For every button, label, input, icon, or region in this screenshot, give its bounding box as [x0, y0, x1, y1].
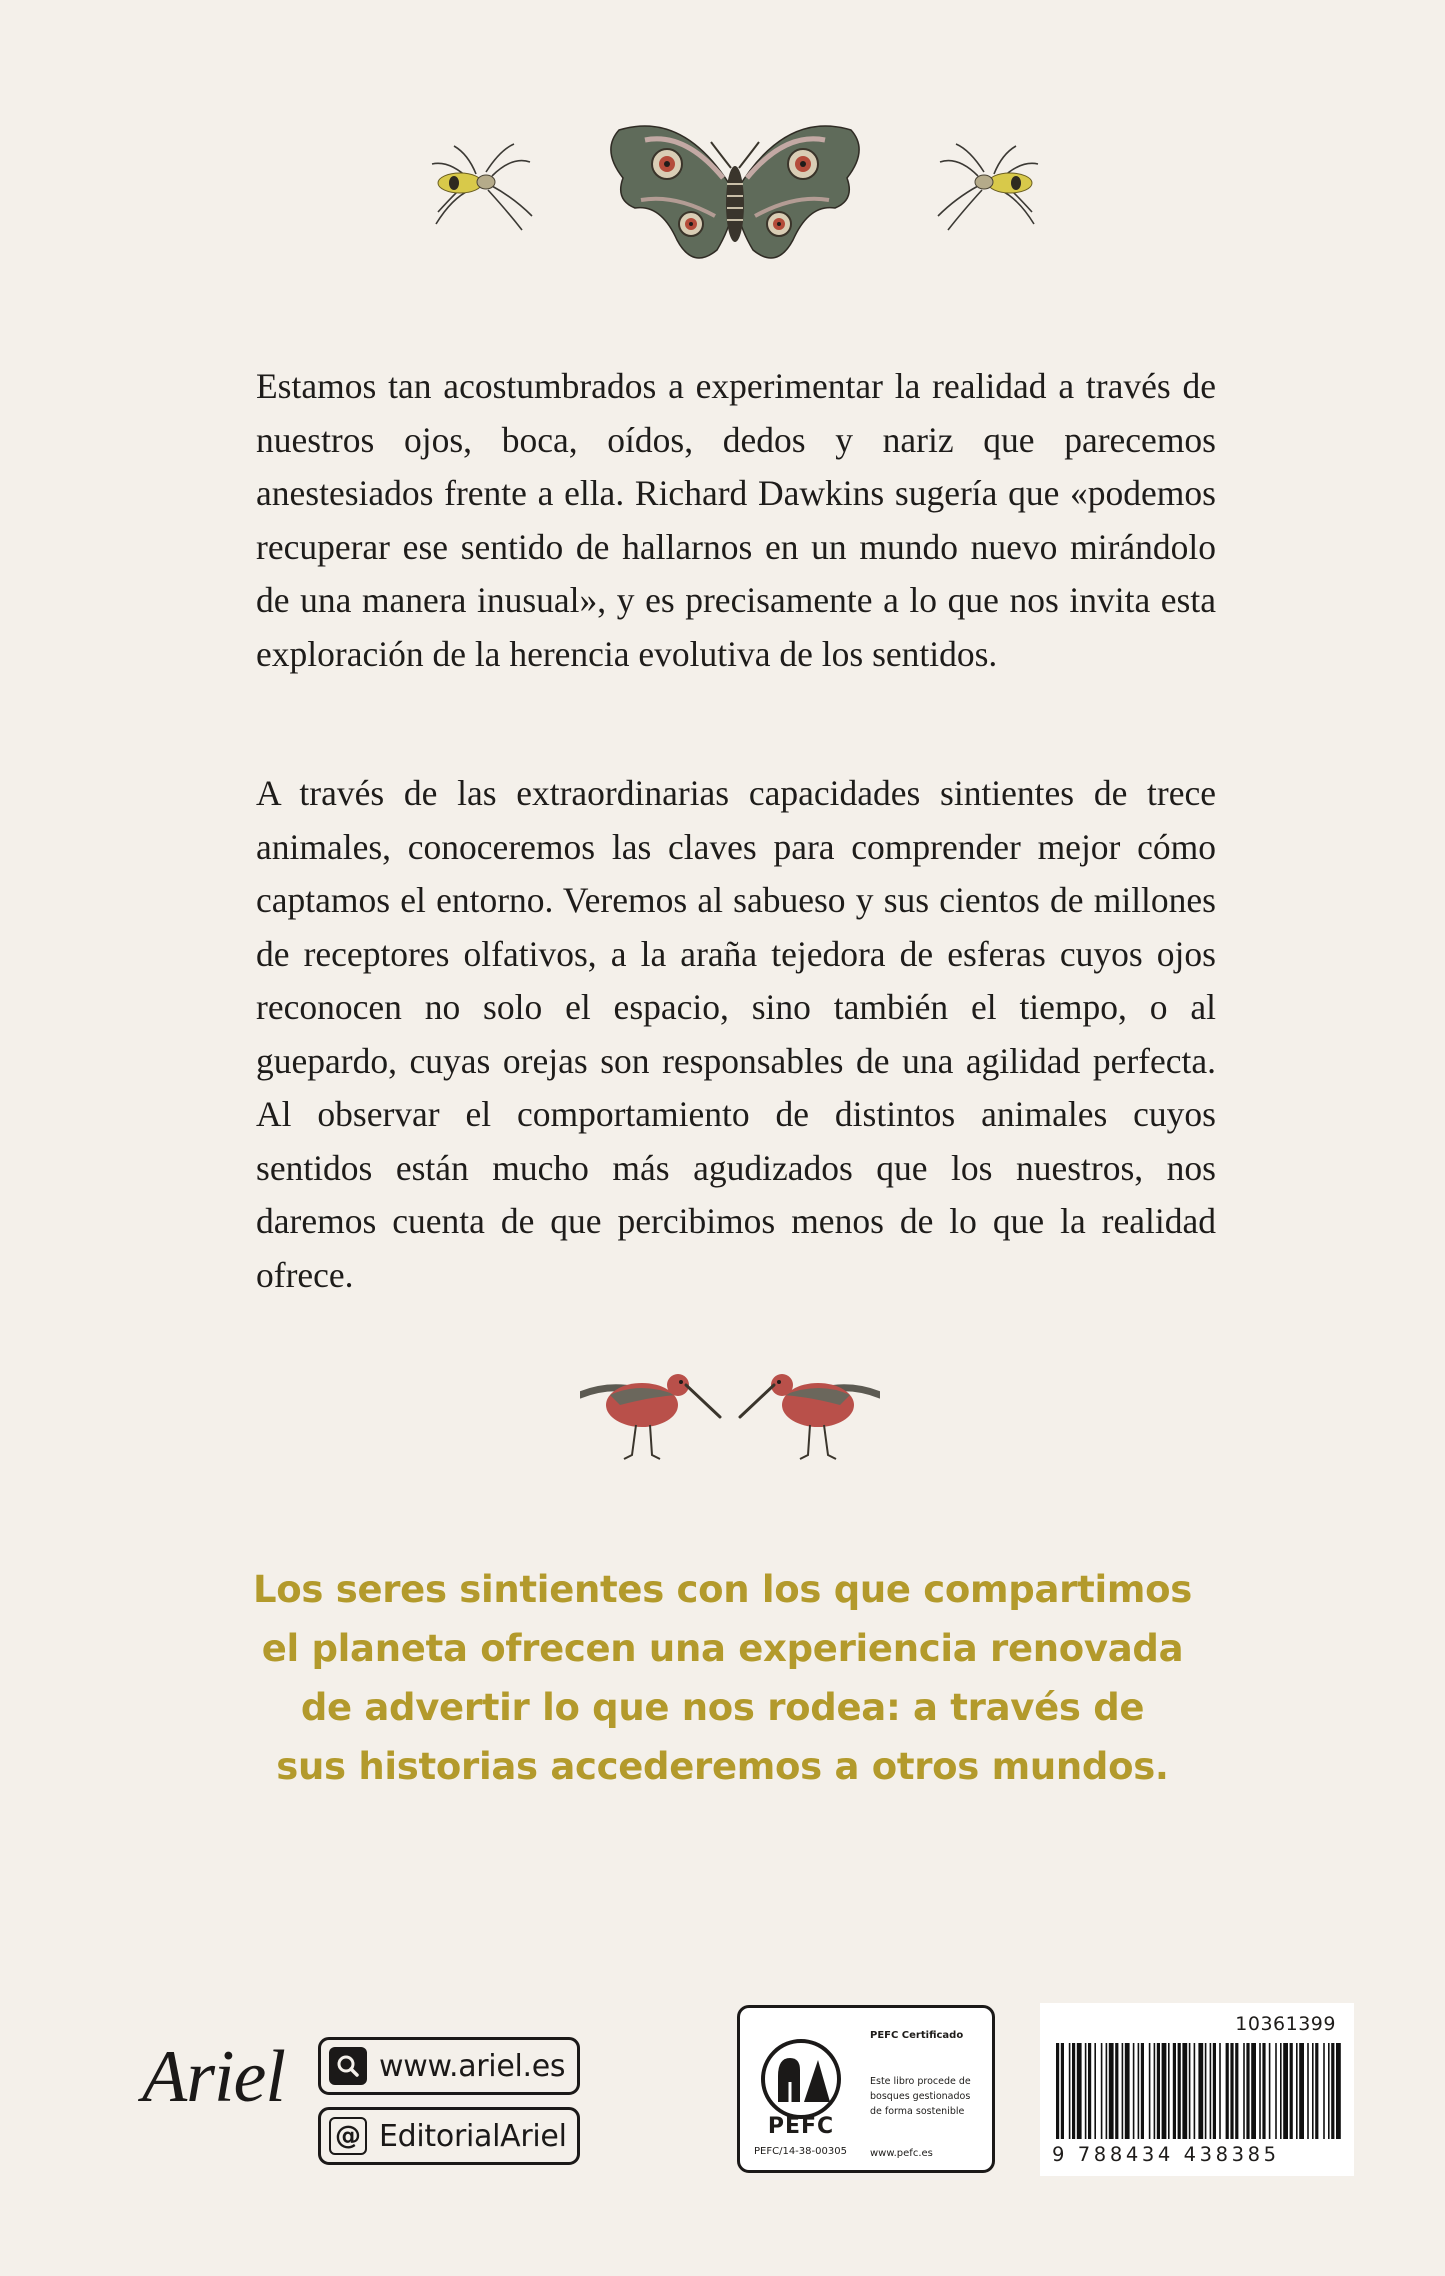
isbn-digits: 9 788434 438385 — [1052, 2143, 1280, 2166]
search-icon — [329, 2047, 367, 2085]
tagline-line: Los seres sintientes con los que compartimos — [253, 1568, 1192, 1611]
pefc-code: PEFC/14-38-00305 — [754, 2146, 847, 2157]
pefc-description: Este libro procede de bosques gestionados de forma sostenible — [870, 2076, 971, 2117]
moth-illustration — [611, 126, 859, 258]
wading-birds-illustration — [580, 1365, 880, 1475]
pefc-logo-icon — [760, 2036, 842, 2122]
bird-right-illustration — [740, 1374, 880, 1459]
spider-right-illustration — [938, 144, 1038, 230]
pefc-url: www.pefc.es — [870, 2148, 933, 2159]
barcode-bars — [1050, 2043, 1346, 2149]
pefc-certification-box — [737, 2005, 995, 2173]
pefc-mark-text: PEFC — [767, 2114, 835, 2139]
moth-and-spiders-illustration — [430, 120, 1040, 280]
tagline — [200, 1560, 1245, 1796]
barcode-reference: 10361399 — [1235, 2013, 1336, 2035]
tagline-line: sus historias accederemos a otros mundos. — [276, 1745, 1169, 1788]
website-url: www.ariel.es — [379, 2048, 566, 2084]
isbn-barcode — [1040, 2003, 1354, 2176]
tagline-line: de advertir lo que nos rodea: a través de — [300, 1686, 1145, 1729]
social-handle-link[interactable] — [318, 2107, 580, 2165]
website-link[interactable] — [318, 2037, 580, 2095]
social-handle: EditorialAriel — [379, 2118, 567, 2154]
description-paragraph-2: A través de las extraordinarias capacidades sintientes de trece animales, conoceremos las claves para comprender mejor cómo captamos el entorno. Veremos al sabueso y sus cientos de millones de receptores olfativos, a la araña tejedora de esferas cuyos ojos reconocen no solo el espacio, sino también el tiempo, o al guepardo, cuyas orejas son responsables de una agilidad perfecta. Al observar el comportamiento de distintos animales cuyos sentidos están mucho más agudizados que los nuestros, nos daremos cuenta de que percibimos menos de lo que la realidad ofrece. — [256, 773, 1216, 1295]
publisher-logo: Ariel — [142, 2036, 285, 2118]
at-icon: @ — [329, 2117, 367, 2155]
tagline-line: el planeta ofrecen una experiencia renovada — [261, 1627, 1184, 1670]
description-paragraph-1: Estamos tan acostumbrados a experimentar la realidad a través de nuestros ojos, boca, oídos, dedos y nariz que parecemos anestesiados frente a ella. Richard Dawkins sugería que «podemos recuperar ese sentido de hallarnos en un mundo nuevo mirándolo de una manera inusual», y es precisamente a lo que nos invita esta exploración de la herencia evolutiva de los sentidos. — [256, 366, 1216, 674]
spider-left-illustration — [432, 144, 532, 230]
bird-left-illustration — [580, 1374, 720, 1459]
pefc-title: PEFC Certificado — [870, 2030, 964, 2041]
